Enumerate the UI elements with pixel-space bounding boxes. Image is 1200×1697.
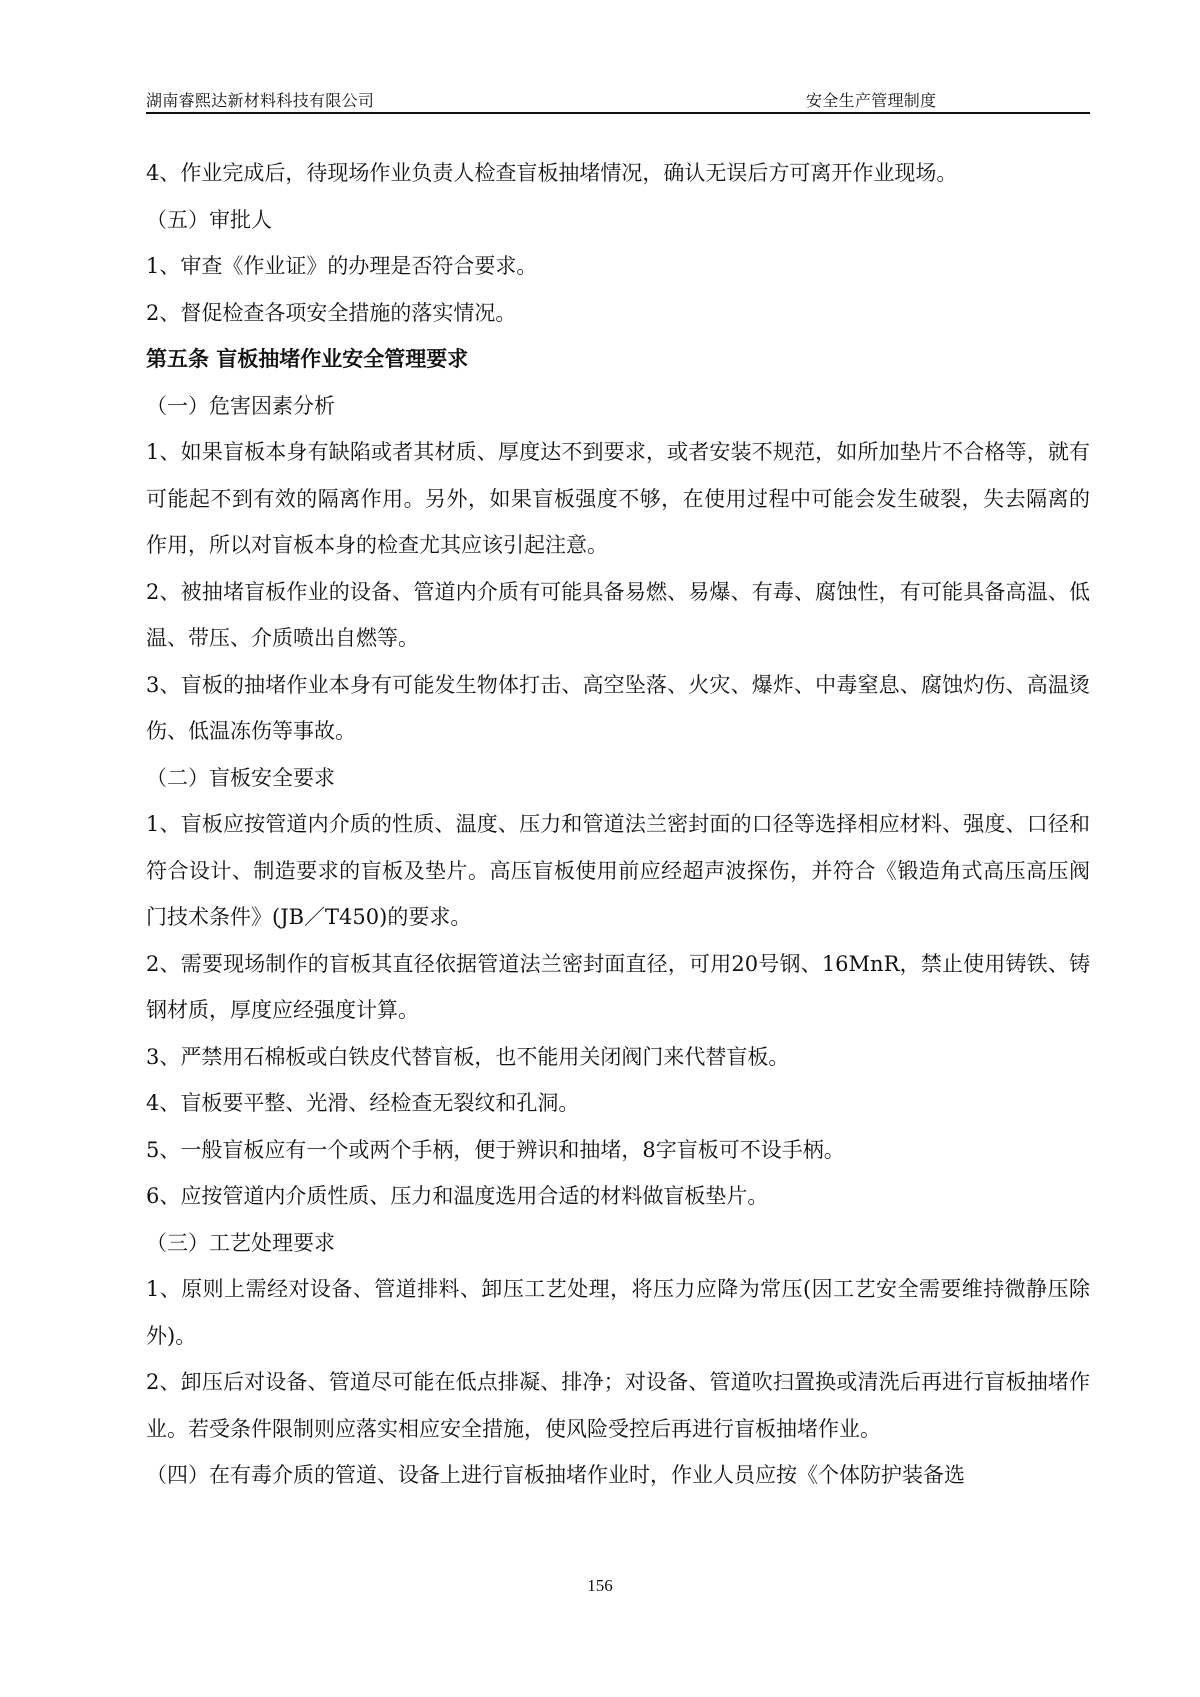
paragraph: 1、审查《作业证》的办理是否符合要求。 xyxy=(146,254,538,278)
section-subheading: （三）工艺处理要求 xyxy=(146,1230,335,1255)
article-heading: 第五条 盲板抽堵作业安全管理要求 xyxy=(146,347,469,371)
paragraph: 5、一般盲板应有一个或两个手柄，便于辨识和抽堵，8字盲板可不设手柄。 xyxy=(146,1137,845,1162)
paragraph: 2、督促检查各项安全措施的落实情况。 xyxy=(146,300,517,325)
section-subheading: （二）盲板安全要求 xyxy=(146,765,335,790)
section-subheading: （一）危害因素分析 xyxy=(146,393,335,418)
paragraph: 2、卸压后对设备、管道尽可能在低点排凝、排净；对设备、管道吹扫置换或清洗后再进行盲板抽堵作业。若受条件限制则应落实相应安全措施，使风险受控后再进行盲板抽堵作业。 xyxy=(146,1370,1090,1441)
paragraph: 2、被抽堵盲板作业的设备、管道内介质有可能具备易燃、易爆、有毒、腐蚀性，有可能具备高温、低温、带压、介质喷出自燃等。 xyxy=(146,579,1090,650)
paragraph: 4、作业完成后，待现场作业负责人检查盲板抽堵情况，确认无误后方可离开作业现场。 xyxy=(146,161,958,185)
page-number: 156 xyxy=(587,1576,613,1595)
header-document-title: 安全生产管理制度 xyxy=(806,91,937,110)
paragraph: 6、应按管道内介质性质、压力和温度选用合适的材料做盲板垫片。 xyxy=(146,1184,769,1208)
page-header xyxy=(146,84,1090,114)
document-body xyxy=(146,150,1090,1499)
paragraph: 1、如果盲板本身有缺陷或者其材质、厚度达不到要求，或者安装不规范，如所加垫片不合格等，就有可能起不到有效的隔离作用。另外，如果盲板强度不够，在使用过程中可能会发生破裂，失去隔离的作用，所以对盲板本身的检查尤其应该引起注意。 xyxy=(146,440,1090,557)
paragraph: （四）在有毒介质的管道、设备上进行盲板抽堵作业时，作业人员应按《个体防护装备选 xyxy=(146,1463,965,1487)
paragraph: 4、盲板要平整、光滑、经检查无裂纹和孔洞。 xyxy=(146,1091,580,1115)
paragraph: 1、盲板应按管道内介质的性质、温度、压力和管道法兰密封面的口径等选择相应材料、强度、口径和符合设计、制造要求的盲板及垫片。高压盲板使用前应经超声波探伤，并符合《锻造角式高压高压阀门技术条件》(JB／T450)的要求。 xyxy=(146,812,1090,929)
header-company-name: 湖南睿熙达新材料科技有限公司 xyxy=(146,91,375,110)
section-subheading: （五）审批人 xyxy=(146,207,272,232)
paragraph: 1、原则上需经对设备、管道排料、卸压工艺处理，将压力应降为常压(因工艺安全需要维持微静压除外)。 xyxy=(146,1277,1090,1348)
header-divider xyxy=(146,112,1090,114)
paragraph: 3、盲板的抽堵作业本身有可能发生物体打击、高空坠落、火灾、爆炸、中毒窒息、腐蚀灼伤、高温烫伤、低温冻伤等事故。 xyxy=(146,672,1090,743)
paragraph: 2、需要现场制作的盲板其直径依据管道法兰密封面直径，可用20号钢、16MnR，禁止使用铸铁、铸钢材质，厚度应经强度计算。 xyxy=(146,951,1090,1022)
paragraph: 3、严禁用石棉板或白铁皮代替盲板，也不能用关闭阀门来代替盲板。 xyxy=(146,1044,790,1069)
